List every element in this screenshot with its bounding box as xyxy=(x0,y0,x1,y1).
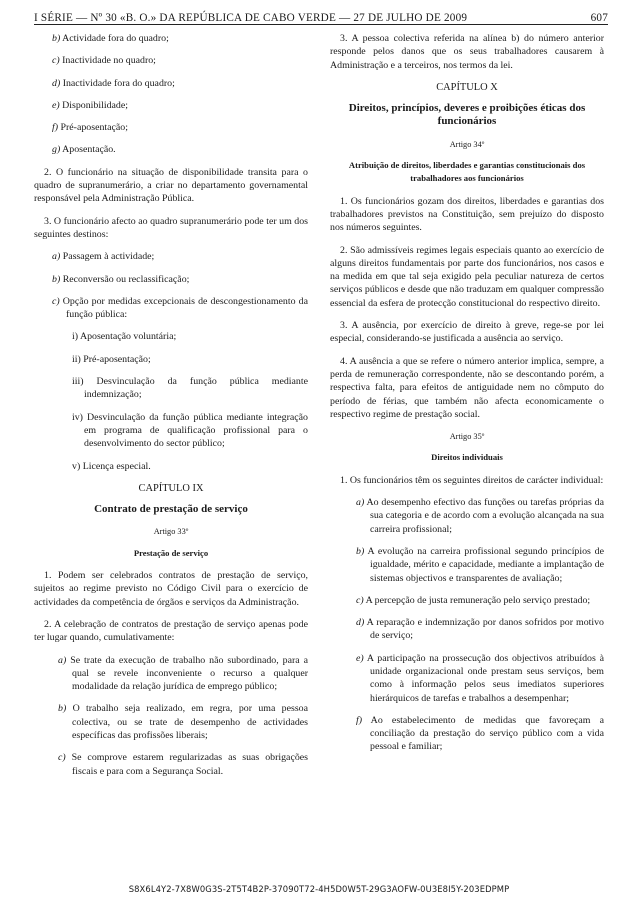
list-item: b) A evolução na carreira profissional segundo princípios de igualdade, mérito e capacidade, mediante a implantação de sistemas objectivos e transparentes de avaliação; xyxy=(356,545,604,584)
page-header xyxy=(34,6,608,25)
sub-item: iii) Desvinculação da função pública mediante indemnização; xyxy=(72,376,308,401)
paragraph: 1. Podem ser celebrados contratos de prestação de serviço, sujeitos ao regime previsto no Código Civil para o exercício de actividades da competência de órgãos e serviços da Administração. xyxy=(34,570,308,608)
list-item: a) Se trate da execução de trabalho não subordinado, para a qual se revele inconveniente o recurso a qualquer modalidade da relação jurídica de emprego público; xyxy=(58,654,308,693)
chapter-title: Direitos, princípios, deveres e proibições éticas dos funcionários xyxy=(348,102,586,128)
list-item: a) Ao desempenho efectivo das funções ou tarefas próprias da sua categoria e de acordo com a evolução alcançada na sua carreira profissional; xyxy=(356,497,604,535)
list-item: c) Opção por medidas excepcionais de descongestionamento da função pública: xyxy=(52,295,308,321)
paragraph: 2. A celebração de contratos de prestação de serviço apenas pode ter lugar quando, cumulativamente: xyxy=(34,618,308,644)
list-item: f) Ao estabelecimento de medidas que favoreçam a conciliação da prestação do serviço público com a vida pessoal e familiar; xyxy=(356,714,604,753)
list-item: b) Actividade fora do quadro; xyxy=(52,33,169,44)
paragraph: 3. A ausência, por exercício de direito à greve, rege-se por lei especial, considerando-se justificada a ausência ao serviço. xyxy=(330,320,604,345)
paragraph: 4. A ausência a que se refere o número anterior implica, sempre, a perda de remuneração correspondente, não se descontando porém, a respectiva falta, para efeitos de antiguidade nem no cômputo do período de férias, que também não afecta economicamente o respectivo regime de prestação social. xyxy=(330,355,604,420)
paragraph: 1. Os funcionários gozam dos direitos, liberdades e garantias dos trabalhadores previstos na Constituição, sem prejuízo do disposto nos números seguintes. xyxy=(330,195,604,234)
chapter-heading: CAPÍTULO IX xyxy=(138,482,204,494)
document-code: S8X6L4Y2-7X8W0G3S-2T5T4B2P-37090T72-4H5D0W5T-29G3AOFW-0U3E8I5Y-203EDPMP xyxy=(128,884,510,894)
article-title: Atribuição de direitos, liberdades e garantias constitucionais dos trabalhadores aos funcionários xyxy=(348,160,586,184)
article-number: Artigo 35º xyxy=(449,432,485,442)
list-item: c) A percepção de justa remuneração pelo serviço prestado; xyxy=(356,594,591,606)
paragraph: 3. A pessoa colectiva referida na alínea b) do número anterior responde pelos danos que os seus trabalhadores causarem à Administração e a terceiros, nos termos da lei. xyxy=(330,33,604,71)
list-item: a) Passagem à actividade; xyxy=(52,251,155,263)
paragraph: 2. O funcionário na situação de disponibilidade transita para o quadro de supranumerário, a criar no departamento governamental responsável pela Administração Pública. xyxy=(34,166,308,205)
sub-item: v) Licença especial. xyxy=(72,460,151,472)
paragraph: 3. O funcionário afecto ao quadro supranumerário pode ter um dos seguintes destinos: xyxy=(34,215,308,240)
article-number: Artigo 34º xyxy=(449,139,485,149)
list-item: b) O trabalho seja realizado, em regra, por uma pessoa colectiva, ou se trate de desempenho de actividades específicas das profissões liberais; xyxy=(58,703,308,741)
list-item: e) Disponibilidade; xyxy=(52,99,128,111)
list-item: e) A participação na prossecução dos objectivos atribuídos à unidade organizacional onde prestam seus serviços, bem como à informação pelos seus imediatos superiores hierárquicos de tarefas e trabalhos a desempenhar; xyxy=(356,652,604,704)
list-item: d) Inactividade fora do quadro; xyxy=(52,77,175,89)
left-column xyxy=(34,32,308,787)
sub-item: i) Aposentação voluntária; xyxy=(72,331,177,343)
header-title: I SÉRIE — Nº 30 «B. O.» DA REPÚBLICA DE CABO VERDE — 27 DE JULHO DE 2009 xyxy=(34,12,468,24)
article-number: Artigo 33º xyxy=(153,527,189,537)
sub-item: ii) Pré-aposentação; xyxy=(72,353,151,365)
page-number: 607 xyxy=(590,12,608,24)
article-title: Direitos individuais xyxy=(431,452,503,463)
list-item: c) Se comprove estarem regularizadas as suas obrigações fiscais e para com a Segurança Social. xyxy=(58,752,308,777)
list-item: f) Pré-aposentação; xyxy=(52,122,128,134)
sub-item: iv) Desvinculação da função pública mediante integração em programa de qualificação profissional para o desenvolvimento do sector público; xyxy=(72,411,308,450)
chapter-title: Contrato de prestação de serviço xyxy=(94,503,248,516)
list-item: g) Aposentação. xyxy=(52,144,116,156)
article-title: Prestação de serviço xyxy=(133,547,209,558)
list-item: c) Inactividade no quadro; xyxy=(52,55,156,67)
list-item: b) Reconversão ou reclassificação; xyxy=(52,273,190,285)
paragraph: 2. São admissíveis regimes legais especiais quanto ao exercício de alguns direitos fundamentais por parte dos funcionários, nos casos e na medida em que tal seja exigido pela peculiar natureza de certos serviços públicos e desde que não traduzam em qualquer compressão essencial da esfera de protecção constitucional do respectivo direito. xyxy=(330,244,604,309)
chapter-heading: CAPÍTULO X xyxy=(436,81,498,93)
list-item: d) A reparação e indemnização por danos sofridos por motivo de serviço; xyxy=(356,617,604,642)
paragraph: 1. Os funcionários têm os seguintes direitos de carácter individual: xyxy=(340,474,604,486)
right-column xyxy=(330,32,604,763)
